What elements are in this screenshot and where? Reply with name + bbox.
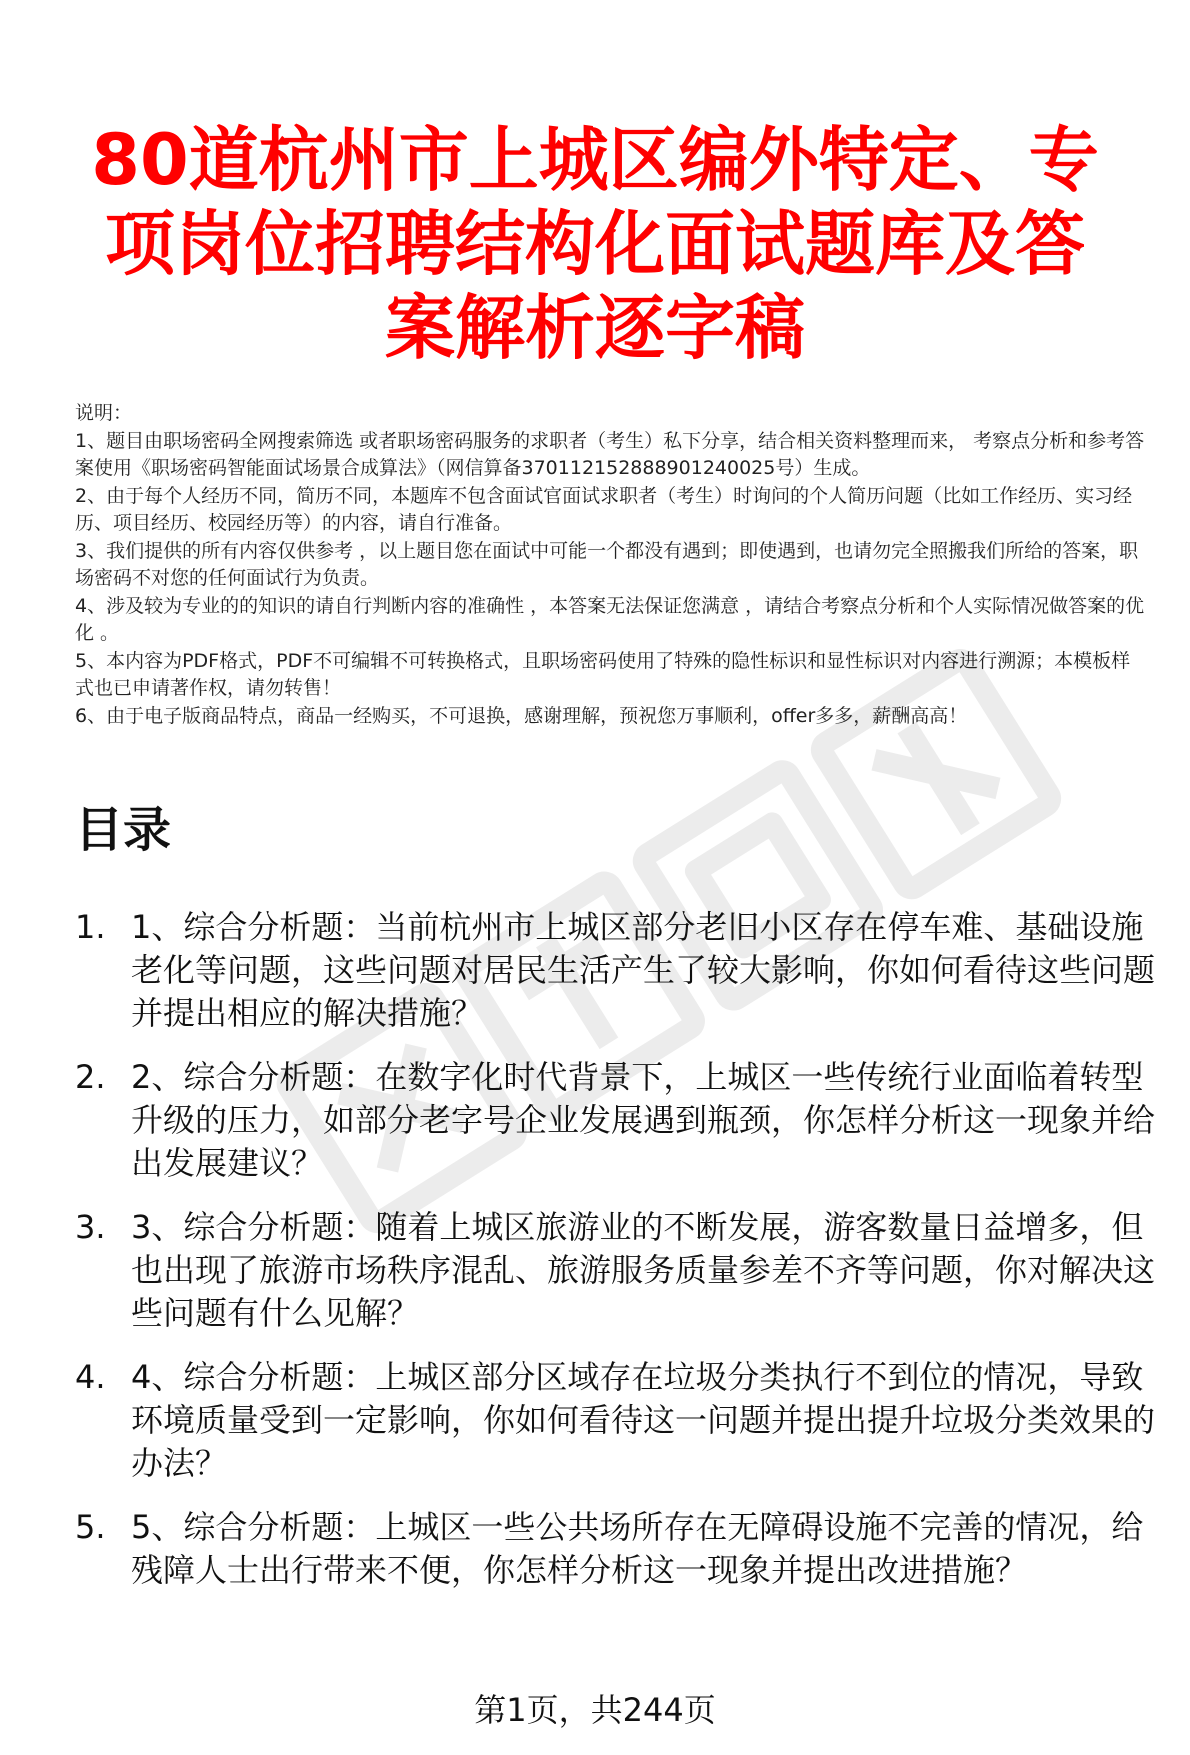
- note-item: 6、由于电子版商品特点，商品一经购买，不可退换，感谢理解，预祝您万事顺利，offer多多，薪酬高高！: [75, 704, 968, 727]
- toc-item-text: 5、综合分析题：上城区一些公共场所存在无障碍设施不完善的情况，给残障人士出行带来不便，你怎样分析这一现象并提出改进措施？: [131, 1508, 1144, 1589]
- toc-item-number: 2.: [75, 1058, 106, 1096]
- note-item: 2、由于每个人经历不同，简历不同，本题库不包含面试官面试求职者（考生）时询问的个人简历问题（比如工作经历、实习经历、项目经历、校园经历等）的内容，请自行准备。: [75, 484, 1133, 534]
- note-item: 3、我们提供的所有内容仅供参考 ，以上题目您在面试中可能一个都没有遇到；即使遇到，也请勿完全照搬我们所给的答案，职场密码不对您的任何面试行为负责。: [75, 539, 1139, 589]
- toc-list: [75, 906, 1175, 1613]
- toc-item-text: 3、综合分析题：随着上城区旅游业的不断发展，游客数量日益增多，但也出现了旅游市场秩序混乱、旅游服务质量参差不齐等问题，你对解决这些问题有什么见解？: [131, 1208, 1156, 1332]
- toc-item-text: 2、综合分析题：在数字化时代背景下，上城区一些传统行业面临着转型升级的压力，如部分老字号企业发展遇到瓶颈，你怎样分析这一现象并给出发展建议？: [131, 1058, 1156, 1182]
- page-footer: 第1页，共244页: [474, 1691, 716, 1729]
- toc-item[interactable]: [75, 1206, 1175, 1335]
- toc-item-text: 4、综合分析题：上城区部分区域存在垃圾分类执行不到位的情况，导致环境质量受到一定影响，你如何看待这一问题并提出提升垃圾分类效果的办法？: [131, 1358, 1156, 1482]
- note-item: 1、题目由职场密码全网搜索筛选 或者职场密码服务的求职者（考生）私下分享，结合相关资料整理而来， 考察点分析和参考答案使用《职场密码智能面试场景合成算法》（网信算备370112152888901240025号）生成。: [75, 429, 1145, 479]
- toc-item[interactable]: [75, 1356, 1175, 1485]
- note-item: 4、涉及较为专业的的知识的请自行判断内容的准确性 ，本答案无法保证您满意 ，请结合考察点分析和个人实际情况做答案的优化 。: [75, 594, 1145, 644]
- toc-item[interactable]: [75, 906, 1175, 1035]
- toc-title: 目录: [75, 802, 172, 858]
- toc-item-text: 1、综合分析题：当前杭州市上城区部分老旧小区存在停车难、基础设施老化等问题，这些问题对居民生活产生了较大影响，你如何看待这些问题并提出相应的解决措施？: [131, 908, 1156, 1032]
- toc-item[interactable]: [75, 1056, 1175, 1185]
- notes-heading: 说明：: [75, 402, 133, 424]
- toc-item-number: 1.: [75, 908, 106, 946]
- toc-item[interactable]: [75, 1506, 1175, 1592]
- notes-section: [75, 400, 1145, 730]
- note-item: 5、本内容为PDF格式，PDF不可编辑不可转换格式，且职场密码使用了特殊的隐性标识和显性标识对内容进行溯源；本模板样式也已申请著作权，请勿转售！: [75, 649, 1131, 699]
- toc-item-number: 5.: [75, 1508, 106, 1546]
- toc-item-number: 4.: [75, 1358, 106, 1396]
- document-title: 80道杭州市上城区编外特定、专项岗位招聘结构化面试题库及答案解析逐字稿: [91, 119, 1099, 369]
- toc-item-number: 3.: [75, 1208, 106, 1246]
